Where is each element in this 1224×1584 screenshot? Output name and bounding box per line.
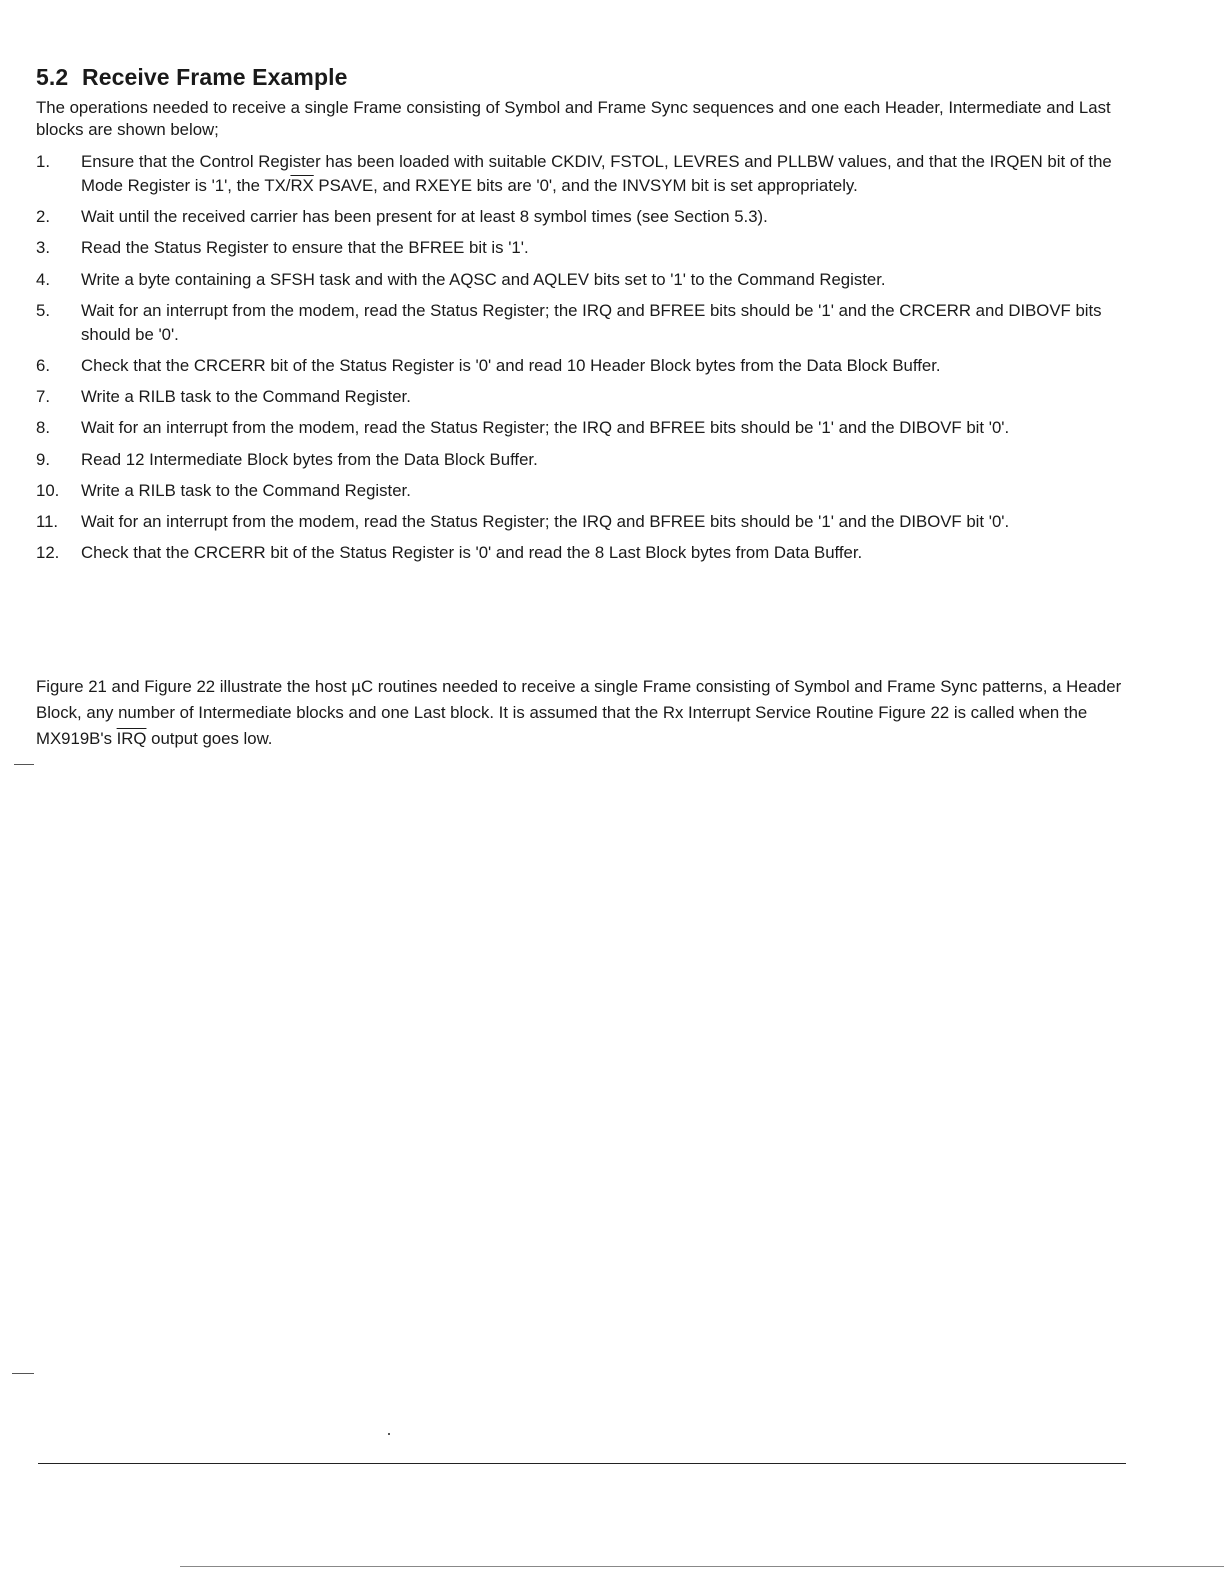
step-8 — [36, 416, 1126, 440]
step-1 — [36, 150, 1126, 198]
section-heading — [36, 64, 347, 91]
section-number: 5.2 — [36, 64, 69, 90]
step-number: 6. — [36, 355, 50, 375]
step-9 — [36, 448, 1126, 472]
scan-speck — [388, 1433, 390, 1435]
step-text: Check that the CRCERR bit of the Status Register is '0' and read 10 Header Block bytes from the Data Block Buffer. — [81, 355, 941, 375]
step-number: 12. — [36, 543, 60, 563]
step-number: 5. — [36, 300, 50, 320]
step-11 — [36, 510, 1126, 534]
step-number: 3. — [36, 238, 50, 258]
page-bottom-edge — [180, 1566, 1224, 1567]
step-3 — [36, 236, 1126, 260]
step-text: Wait for an interrupt from the modem, read the Status Register; the IRQ and BFREE bits should be '1' and the DIBOVF bit '0'. — [81, 418, 1010, 438]
step-5 — [36, 299, 1126, 347]
step-number: 4. — [36, 269, 50, 289]
footer-rule — [38, 1463, 1126, 1464]
closing-text-cont: output goes low. — [146, 729, 273, 748]
closing-text: Figure 21 and Figure 22 illustrate the host µC routines needed to receive a single Frame consisting of Symbol and Frame Sync patterns, a Header Block, any number of Intermediate blocks and one Last block. It is assumed that the Rx Interrupt Service Routine Figure 22 is called when the MX919B's — [36, 677, 1122, 748]
rx-overline-text: $\overline{RX}$ — [290, 176, 314, 195]
step-text: Read the Status Register to ensure that the BFREE bit is '1'. — [81, 238, 529, 258]
step-number: 10. — [36, 480, 60, 500]
step-text: Write a RILB task to the Command Register. — [81, 480, 411, 500]
steps-list — [36, 150, 1126, 572]
intro-paragraph: The operations needed to receive a single Frame consisting of Symbol and Frame Sync sequences and one each Header, Intermediate and Last blocks are shown below; — [36, 98, 1111, 139]
step-number: 1. — [36, 152, 50, 171]
step-text: Check that the CRCERR bit of the Status Register is '0' and read the 8 Last Block bytes from Data Buffer. — [81, 543, 863, 563]
step-text: Wait for an interrupt from the modem, read the Status Register; the IRQ and BFREE bits should be '1' and the CRCERR and DIBOVF bits should be '0'. — [81, 300, 1102, 344]
step-12 — [36, 541, 1126, 565]
scan-mark — [14, 764, 34, 765]
step-text-cont: PSAVE, and RXEYE bits are '0', and the INVSYM bit is set appropriately. — [313, 176, 858, 195]
section-title: Receive Frame Example — [82, 64, 348, 90]
step-text: Wait until the received carrier has been present for at least 8 symbol times (see Section 5.3). — [81, 207, 768, 227]
step-text: Read 12 Intermediate Block bytes from the Data Block Buffer. — [81, 449, 538, 469]
step-2 — [36, 205, 1126, 229]
step-text: Write a byte containing a SFSH task and with the AQSC and AQLEV bits set to '1' to the Command Register. — [81, 269, 886, 289]
step-number: 2. — [36, 207, 50, 227]
irq-overline-text: $\overline{IRQ}$ — [116, 729, 147, 748]
step-10 — [36, 479, 1126, 503]
step-number: 8. — [36, 418, 50, 438]
step-text: Wait for an interrupt from the modem, read the Status Register; the IRQ and BFREE bits should be '1' and the DIBOVF bit '0'. — [81, 511, 1010, 531]
step-6 — [36, 354, 1126, 378]
step-number: 7. — [36, 387, 50, 407]
step-number: 11. — [36, 511, 59, 531]
step-text: Ensure that the Control Register has been loaded with suitable CKDIV, FSTOL, LEVRES and PLLBW values, and that the IRQEN bit of the Mode Register is '1', the TX/ — [81, 152, 1112, 195]
step-4 — [36, 268, 1126, 292]
step-7 — [36, 385, 1126, 409]
step-text: Write a RILB task to the Command Register. — [81, 387, 411, 407]
scan-mark — [12, 1373, 34, 1374]
closing-paragraph — [36, 674, 1126, 752]
step-number: 9. — [36, 449, 50, 469]
